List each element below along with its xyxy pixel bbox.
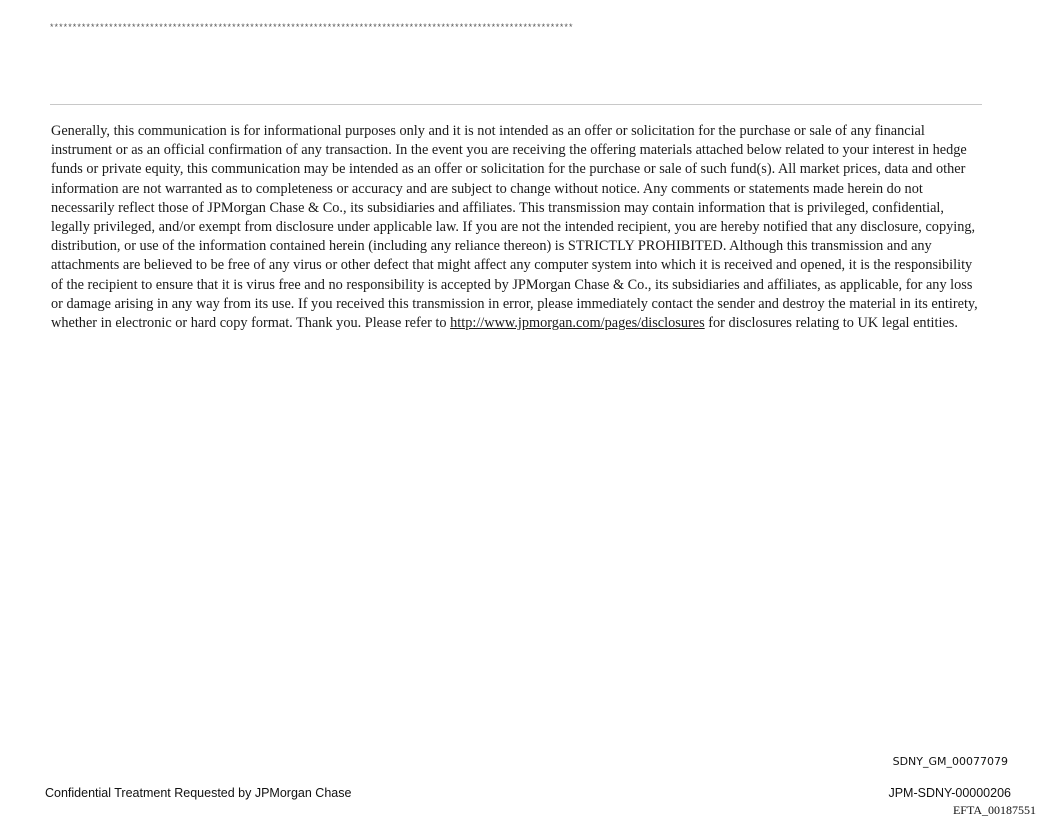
disclaimer-paragraph xyxy=(51,122,985,333)
bates-number-gm: SDNY_GM_00077079 xyxy=(892,755,1008,768)
disclaimer-text-end: for disclosures relating to UK legal entities. xyxy=(704,315,958,332)
confidential-notice: Confidential Treatment Requested by JPMorgan Chase xyxy=(45,786,352,800)
separator-stars: ******************************************************************************************************************* xyxy=(50,22,574,32)
horizontal-divider xyxy=(50,104,982,105)
disclosures-link[interactable]: http://www.jpmorgan.com/pages/disclosures xyxy=(450,315,705,332)
bates-number-jpm: JPM-SDNY-00000206 xyxy=(888,786,1011,800)
disclaimer-text: Generally, this communication is for informational purposes only and it is not intended as an offer or solicitation for the purchase or sale of any financial instrument or as an official confirmation of any transaction. In the event you are receiving the offering materials attached below related to your interest in hedge funds or private equity, this communication may be intended as an offer or solicitation for the purchase or sale of such fund(s). All market prices, data and other information are not warranted as to completeness or accuracy and are subject to change without notice. Any comments or statements made herein do not necessarily reflect those of JPMorgan Chase & Co., its subsidiaries and affiliates. This transmission may contain information that is privileged, confidential, legally privileged, and/or exempt from disclosure under applicable law. If you are not the intended recipient, you are hereby notified that any disclosure, copying, distribution, or use of the information contained herein (including any reliance thereon) is STRICTLY PROHIBITED. Although this transmission and any attachments are believed to be free of any virus or other defect that might affect any computer system into which it is received and opened, it is the responsibility of the recipient to ensure that it is virus free and no responsibility is accepted by JPMorgan Chase & Co., its subsidiaries and affiliates, as applicable, for any loss or damage arising in any way from its use. If you received this transmission in error, please immediately contact the sender and destroy the material in its entirety, whether in electronic or hard copy format. Thank you. Please refer to xyxy=(51,123,978,332)
efta-identifier: EFTA_00187551 xyxy=(952,803,1036,817)
